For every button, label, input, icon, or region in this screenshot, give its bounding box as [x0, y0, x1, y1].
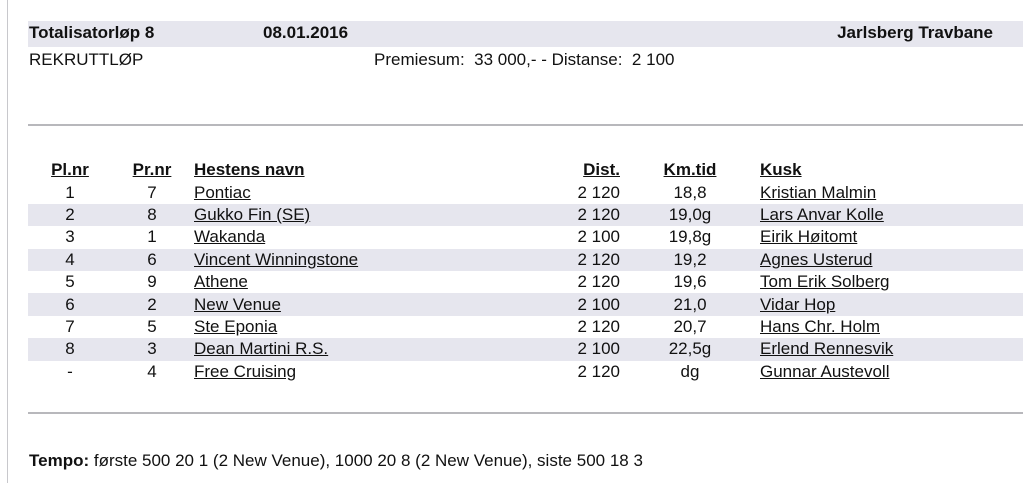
horse-name-cell: [192, 338, 564, 360]
distance-cell: 2 120: [577, 361, 620, 381]
km-time-cell: 19,6: [673, 272, 707, 292]
horse-name-link[interactable]: Ste Eponia: [194, 316, 278, 336]
placement-cell: 4: [65, 249, 75, 269]
table-row: [28, 204, 1023, 226]
table-header-row: [28, 159, 1023, 181]
program-number-cell: 9: [147, 272, 157, 292]
table-row: [28, 338, 1023, 360]
km-time-cell: 22,5g: [668, 339, 712, 359]
placement-cell: 1: [65, 182, 75, 202]
race-title: Totalisatorløp 8: [29, 23, 155, 42]
placement-cell: 6: [65, 294, 75, 314]
km-time-cell: 21,0: [673, 294, 707, 314]
driver-name-cell: [760, 361, 1023, 383]
driver-name-link[interactable]: Vidar Hop: [760, 294, 836, 314]
placement-cell: 8: [65, 339, 75, 359]
table-row: [28, 249, 1023, 271]
driver-name-cell: [760, 316, 1023, 338]
km-time-cell: 20,7: [673, 316, 707, 336]
horse-name-cell: [192, 181, 564, 203]
distance-cell: 2 100: [577, 339, 620, 359]
distance-cell: 2 120: [577, 249, 620, 269]
driver-name-cell: [760, 249, 1023, 271]
col-header-km-time: Km.tid: [663, 160, 717, 180]
distance-cell: 2 120: [577, 272, 620, 292]
distance-cell: 2 120: [577, 182, 620, 202]
horse-name-link[interactable]: Gukko Fin (SE): [194, 204, 311, 224]
driver-name-cell: [760, 204, 1023, 226]
placement-cell: 2: [65, 204, 75, 224]
placement-cell: 3: [65, 227, 75, 247]
driver-name-cell: [760, 293, 1023, 315]
divider-top: [28, 124, 1023, 126]
horse-name-cell: [192, 226, 564, 248]
distance-cell: 2 120: [577, 316, 620, 336]
program-number-cell: 7: [147, 182, 157, 202]
km-time-cell: 19,2: [673, 249, 707, 269]
driver-name-link[interactable]: Erlend Rennesvik: [760, 339, 894, 359]
program-number-cell: 8: [147, 204, 157, 224]
program-number-cell: 2: [147, 294, 157, 314]
horse-name-link[interactable]: Wakanda: [194, 227, 266, 247]
horse-name-link[interactable]: Athene: [194, 272, 248, 292]
col-header-driver: Kusk: [760, 160, 802, 180]
table-row: [28, 271, 1023, 293]
horse-name-cell: [192, 361, 564, 383]
placement-cell: 7: [65, 316, 75, 336]
horse-name-cell: [192, 293, 564, 315]
driver-name-link[interactable]: Hans Chr. Holm: [760, 316, 880, 336]
driver-name-cell: [760, 226, 1023, 248]
km-time-cell: 19,8g: [668, 227, 712, 247]
prize-distance: Premiesum: 33 000,- - Distanse: 2 100: [374, 50, 675, 69]
track-name: Jarlsberg Travbane: [837, 23, 993, 42]
driver-name-link[interactable]: Eirik Høitomt: [760, 227, 858, 247]
horse-name-cell: [192, 316, 564, 338]
col-header-distance: Dist.: [583, 160, 620, 180]
tempo-text: første 500 20 1 (2 New Venue), 1000 20 8 (2 New Venue), siste 500 18 3: [89, 451, 643, 470]
driver-name-cell: [760, 271, 1023, 293]
driver-name-cell: [760, 181, 1023, 203]
horse-name-link[interactable]: New Venue: [194, 294, 281, 314]
col-header-program-number: Pr.nr: [132, 160, 172, 180]
horse-name-cell: [192, 271, 564, 293]
driver-name-link[interactable]: Agnes Usterud: [760, 249, 873, 269]
table-row: [28, 226, 1023, 248]
driver-name-cell: [760, 338, 1023, 360]
race-date: 08.01.2016: [263, 23, 349, 42]
placement-cell: -: [67, 361, 73, 381]
horse-name-link[interactable]: Pontiac: [194, 182, 251, 202]
horse-name-link[interactable]: Vincent Winningstone: [194, 249, 359, 269]
distance-cell: 2 100: [577, 227, 620, 247]
horse-name-link[interactable]: Dean Martini R.S.: [194, 339, 329, 359]
race-type: REKRUTTLØP: [29, 50, 144, 69]
horse-name-link[interactable]: Free Cruising: [194, 361, 297, 381]
distance-cell: 2 100: [577, 294, 620, 314]
driver-name-link[interactable]: Lars Anvar Kolle: [760, 204, 884, 224]
program-number-cell: 5: [147, 316, 157, 336]
horse-name-cell: [192, 249, 564, 271]
km-time-cell: dg: [680, 361, 700, 381]
table-row: [28, 181, 1023, 203]
table-row: [28, 316, 1023, 338]
page-left-border: [7, 0, 8, 483]
results-table: [28, 159, 1023, 383]
table-row: [28, 293, 1023, 315]
driver-name-link[interactable]: Gunnar Austevoll: [760, 361, 890, 381]
distance-cell: 2 120: [577, 204, 620, 224]
km-time-cell: 19,0g: [668, 204, 712, 224]
tempo-label: Tempo:: [29, 451, 90, 470]
program-number-cell: 6: [147, 249, 157, 269]
km-time-cell: 18,8: [673, 182, 707, 202]
placement-cell: 5: [65, 272, 75, 292]
tempo-line: [29, 451, 643, 471]
program-number-cell: 3: [147, 339, 157, 359]
col-header-placement: Pl.nr: [51, 160, 89, 180]
col-header-horse-name: Hestens navn: [194, 160, 305, 180]
program-number-cell: 1: [147, 227, 157, 247]
program-number-cell: 4: [147, 361, 157, 381]
table-row: [28, 361, 1023, 383]
horse-name-cell: [192, 204, 564, 226]
driver-name-link[interactable]: Kristian Malmin: [760, 182, 877, 202]
divider-bottom: [28, 412, 1023, 414]
driver-name-link[interactable]: Tom Erik Solberg: [760, 272, 890, 292]
